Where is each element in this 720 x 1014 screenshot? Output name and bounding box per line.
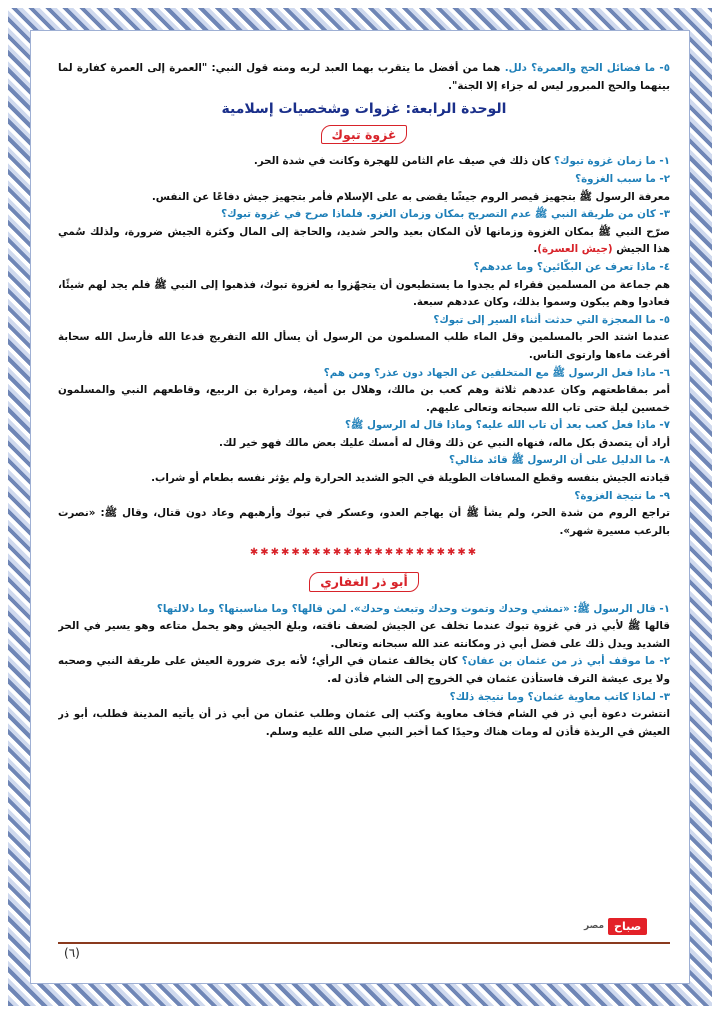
- worksheet-content: [58, 60, 670, 940]
- section-title-abu-dhar: أبو ذر الغفاري: [309, 572, 419, 592]
- footer-divider: [58, 942, 670, 944]
- answer-line: [58, 706, 670, 741]
- qa-item: [58, 206, 670, 224]
- answer: صرّح النبي ﷺ بمكان الغزوة وزمانها لأن المكان بعيد والحر شديد، والحاجة إلى المال وكثرة الجيش ضرورة، ولذلك سُمي هذا الجيش: [58, 225, 670, 256]
- question: ١- ما زمان غزوة تبوك؟: [554, 155, 670, 168]
- unit-title: الوحدة الرابعة: غزوات وشخصيات إسلامية: [221, 101, 507, 118]
- page-number: (٦): [64, 946, 80, 960]
- qa-item: [58, 488, 670, 506]
- section-heading-abu-dhar: [58, 572, 670, 593]
- section-heading-tabuk: [58, 125, 670, 146]
- qa-item: [58, 417, 670, 435]
- section-title-tabuk: غزوة تبوك: [321, 125, 408, 145]
- question: ٢- ما سبب الغزوة؟: [575, 172, 670, 185]
- qa-item: [58, 653, 670, 688]
- qa-item: [58, 365, 670, 383]
- answer: قيادته الجيش بنفسه وقطع المسافات الطويلة في الجو الشديد الحرارة ولم يؤثر نفسه بطعام أو شراب.: [151, 472, 670, 485]
- stars-divider: ✱✱✱✱✱✱✱✱✱✱✱✱✱✱✱✱✱✱✱✱✱✱: [249, 547, 479, 559]
- answer-line: [58, 277, 670, 312]
- qa-item: [58, 312, 670, 330]
- question: ٩- ما نتيجة الغزوة؟: [574, 489, 670, 502]
- question: ٤- ماذا تعرف عن البكّائين؟ وما عددهم؟: [473, 260, 670, 273]
- qa-item: [58, 689, 670, 707]
- answer: انتشرت دعوة أبي ذر في الشام فخاف معاوية وكتب إلى عثمان وطلب عثمان من أبي ذر أن يأتيه المدينة فطلب، أبو ذر العيش في الربذة فأذن له ومات هناك وحيدًا كما أخبر النبي صلى الله عليه وسلم.: [58, 708, 670, 738]
- answer-line: [58, 618, 670, 653]
- question: ٨- ما الدليل على أن الرسول ﷺ قائد مثالي؟: [449, 454, 670, 467]
- question: ٢- ما موقف أبي ذر من عثمان بن عفان؟: [461, 655, 670, 668]
- qa-item: [58, 601, 670, 619]
- answer-line: [58, 382, 670, 417]
- answer-line: [58, 189, 670, 207]
- watermark-logo: [580, 912, 651, 940]
- intro-question: ٥- ما فضائل الحج والعمرة؟ دلل.: [504, 62, 670, 74]
- watermark-sabah: صباح: [608, 918, 647, 935]
- answer: قالها ﷺ لأبي ذر في غزوة تبوك عندما تخلف عن الجيش لضعف ناقته، وبلغ الجيش وهو يحمل متاعه وهو يسير في الحر الشديد ويدل ذلك على فضل أبي ذر ومكانته عند الله سبحانه وتعالى.: [58, 620, 670, 650]
- qa-item: [58, 171, 670, 189]
- question: ٣- لماذا كاتب معاوية عثمان؟ وما نتيجة ذلك؟: [449, 690, 670, 703]
- answer-line: [58, 505, 670, 540]
- question: ٣- كان من طريقة النبي ﷺ عدم التصريح بمكان وزمان الغزو. فلماذا صرح في غزوة تبوك؟: [221, 208, 670, 221]
- answer-line: [58, 329, 670, 364]
- qa-item: [58, 452, 670, 470]
- answer: أراد أن يتصدق بكل ماله، فنهاه النبي عن ذلك وقال له أمسك عليك بعض مالك فهو خير لك.: [218, 436, 670, 449]
- watermark-masr: مصر: [584, 921, 605, 931]
- answer: هم جماعة من المسلمين فقراء لم يجدوا ما يستطيعون أن يتجهّزوا به لغزوة تبوك، فذهبوا إلى النبي ﷺ فلم يجد لهم شيئًا، فعادوا وهم يبكون وسموا بذلك، وكان عددهم سبعة.: [58, 278, 670, 309]
- answer: كان ذلك في صيف عام الثامن للهجرة وكانت في شدة الحر.: [253, 155, 555, 168]
- question: ٧- ماذا فعل كعب بعد أن تاب الله عليه؟ وماذا قال له الرسول ﷺ؟: [344, 419, 670, 432]
- answer-line: [58, 435, 670, 453]
- answer-line: [58, 224, 670, 259]
- intro-answer: هما من أفضل ما يتقرب بهما العبد لربه ومنه قول النبي: "العمرة إلى العمرة كفارة لما بينهما والحج المبرور ليس له جزاء إلا الجنة".: [58, 62, 670, 92]
- answer: تراجع الروم من شدة الحر، ولم يشأ ﷺ أن يهاجم العدو، وعسكر في تبوك وأرهبهم وعاد دون قتال، وقال ﷺ: «نصرت بالرعب مسيرة شهر».: [58, 507, 670, 537]
- qa-item: [58, 259, 670, 277]
- answer: أمر بمقاطعتهم وكان عددهم ثلاثة وهم كعب بن مالك، وهلال بن أمية، ومرارة بن الربيع، وقاطعهم النبي والمسلمون خمسين ليلة حتى تاب الله سبحانه وتعالى عليهم.: [58, 384, 670, 414]
- answer: كان يخالف عثمان في الرأي؛ لأنه يرى ضرورة العيش على طريقة النبي وصحبه ولا يرى عيشة الترف فاستأذن عثمان في الخروج إلى الشام فأذن له.: [58, 655, 670, 685]
- question: ٦- ماذا فعل الرسول ﷺ مع المتخلفين عن الجهاد دون عذر؟ ومن هم؟: [323, 366, 670, 379]
- answer-highlight: (جيش العسرة): [537, 243, 613, 256]
- answer-line: [58, 470, 670, 488]
- question: ٥- ما المعجزة التي حدثت أثناء السير إلى تبوك؟: [433, 313, 670, 326]
- answer-end: .: [533, 243, 538, 256]
- answer: معرفة الرسول ﷺ بتجهيز قيصر الروم جيشًا يقضى به على الإسلام فأمر بتجهيز جيش دفاعًا عن النفس.: [151, 190, 670, 203]
- intro-paragraph: [58, 60, 670, 95]
- question: ١- قال الرسول ﷺ: «تمشي وحدك وتموت وحدك وتبعث وحدك». لمن قالها؟ وما مناسبتها؟ وما دلالتها؟: [156, 602, 670, 615]
- answer: عندما اشتد الحر بالمسلمين وقل الماء طلب المسلمون من الرسول أن يسأل الله التفريج فدعا الله فأرسل الله سحابة أفرغت ماءها وارتوى الناس.: [58, 331, 670, 361]
- qa-item: [58, 153, 670, 171]
